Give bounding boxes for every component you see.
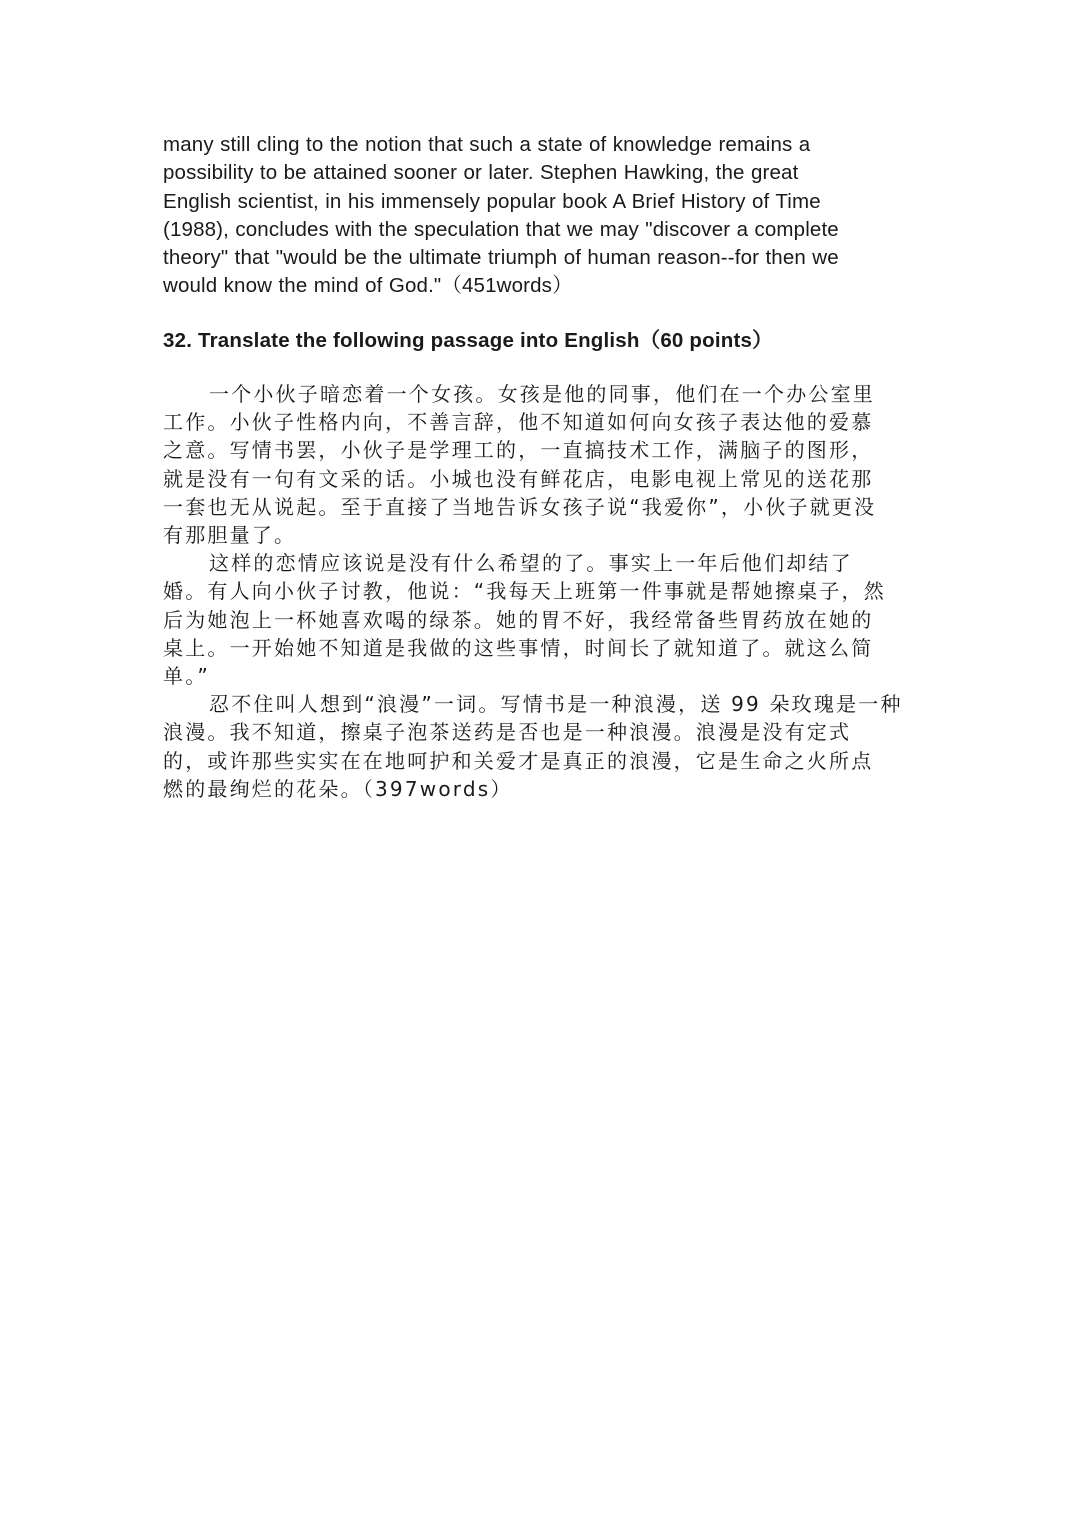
chinese-paragraph-2 [163,549,923,690]
passage-line: 燃的最绚烂的花朵。（397words） [163,776,513,801]
passage-line: 桌上。一开始她不知道是我做的这些事情，时间长了就知道了。就这么简 [163,635,874,660]
previous-passage-paragraph [163,131,933,301]
passage-line: would know the mind of God."（451words） [163,274,573,298]
passage-line: theory" that "would be the ultimate triumph of human reason--for then we [163,246,839,270]
passage-line: 工作。小伙子性格内向，不善言辞，他不知道如何向女孩子表达他的爱慕 [163,410,874,435]
chinese-paragraph-1 [163,380,923,549]
passage-line: 单。” [163,664,210,689]
passage-line: (1988), concludes with the speculation that we may "discover a complete [163,217,839,241]
passage-line: 有那胆量了。 [163,523,297,548]
passage-line: many still cling to the notion that such a state of knowledge remains a [163,133,811,156]
passage-line: 就是没有一句有文采的话。小城也没有鲜花店，电影电视上常见的送花那 [163,466,874,491]
passage-line: 的，或许那些实实在在地呵护和关爱才是真正的浪漫，它是生命之火所点 [163,748,874,773]
passage-line: 浪漫。我不知道，擦桌子泡茶送药是否也是一种浪漫。浪漫是没有定式 [163,720,852,745]
passage-line: 一套也无从说起。至于直接了当地告诉女孩子说“我爱你”，小伙子就更没 [163,494,877,519]
passage-line: 婚。有人向小伙子讨教，他说：“我每天上班第一件事就是帮她擦桌子，然 [163,579,886,604]
passage-line: 之意。写情书罢，小伙子是学理工的，一直搞技术工作，满脑子的图形， [163,438,874,463]
passage-line: possibility to be attained sooner or later. Stephen Hawking, the great [163,161,799,185]
passage-line: 一个小伙子暗恋着一个女孩。女孩是他的同事，他们在一个办公室里 [209,382,875,406]
question-heading: 32. Translate the following passage into English（60 points） [163,329,773,352]
passage-line: 这样的恋情应该说是没有什么希望的了。事实上一年后他们却结了 [209,551,853,576]
passage-line: 忍不住叫人想到“浪漫”一词。写情书是一种浪漫，送 99 朵玫瑰是一种 [209,692,903,717]
passage-line: English scientist, in his immensely popular book A Brief History of Time [163,189,821,213]
passage-line: 后为她泡上一杯她喜欢喝的绿茶。她的胃不好，我经常备些胃药放在她的 [163,607,874,632]
chinese-paragraph-3 [163,690,923,803]
chinese-passage [163,380,923,803]
